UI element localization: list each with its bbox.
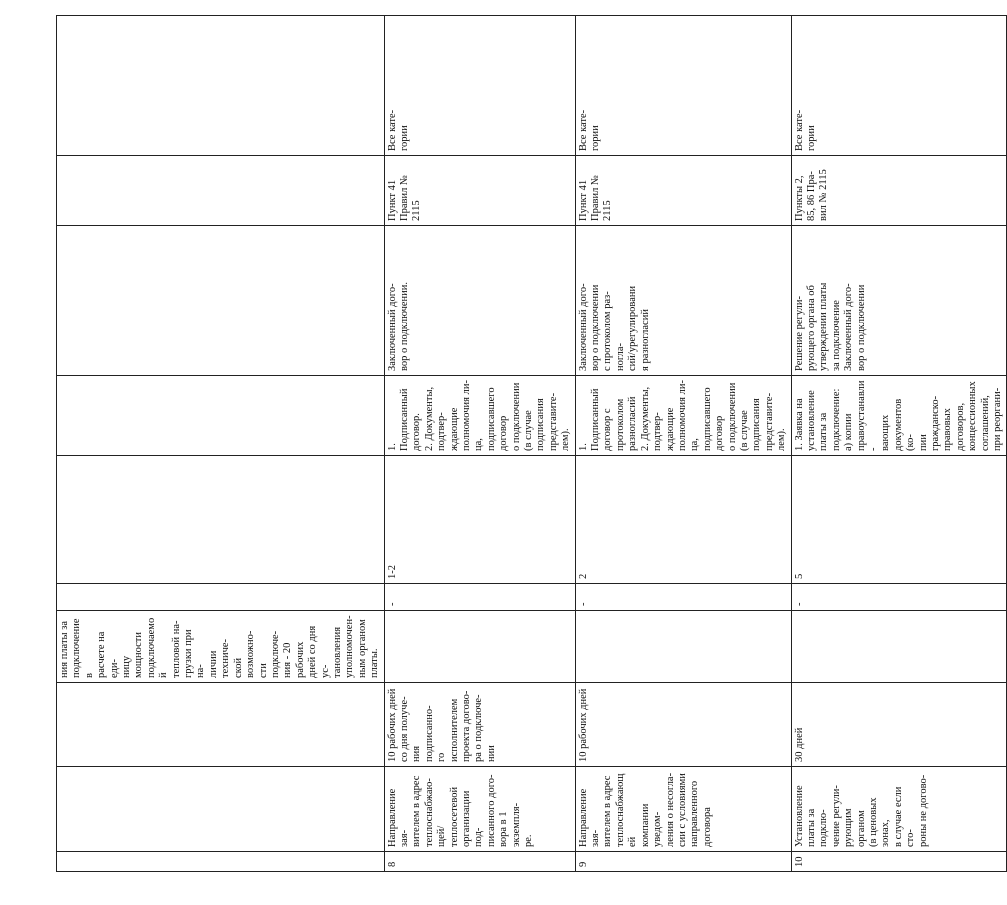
cell-text-line: вил № 2115 [818,169,830,221]
cell-text-line: подписания представите- [751,392,775,451]
cell-text-line: проекта догово- [461,690,472,762]
cell-text-line: с протоколом раз- [602,291,614,371]
cell-text-line: теплоснабжающей [614,773,639,847]
cell-text-line: уполномочен- [344,615,356,678]
table-cell-col7 [384,226,575,376]
cell-text-line: ным органом [356,619,368,678]
cell-text-line: щей/теплосетевой [436,786,460,847]
cell-text-line: Направление зая- [577,788,602,847]
table-cell-col7 [575,226,791,376]
cell-text-line: 10 рабочих дней [577,688,589,762]
cell-text-line: чение регули- [830,785,842,847]
table-cell-col6 [575,376,791,456]
cell-text-line: а) копии правоустанавли- [843,380,879,451]
table-cell-col7 [57,226,385,376]
cell-text-line: направленного [689,780,701,847]
cell-text-line: Пункт 41 Правил № [577,175,602,221]
cell-text-line: договора [701,807,713,847]
cell-text-line: ния подписанно- [411,705,435,762]
cell-text-line: вителем в адрес [411,775,423,847]
cell-text-line: (в ценовых зонах, [868,797,892,847]
cell-text-line: Заключенный дого- [843,283,855,371]
table-cell-col4 [384,584,575,611]
cell-text-line: вора в 1 экземпля- [498,802,522,847]
cell-text-line: пии гражданско-правовых [917,395,954,451]
cell-text-line: вор о подключении [855,284,867,371]
cell-text-line: сии с условиями [676,773,688,847]
cell-text-line: платы. [369,648,381,678]
cell-text-line: гории [805,125,817,151]
cell-text-line: утверждении платы [818,282,830,371]
cell-text-line: го исполнителем [436,698,460,762]
cell-text-line: в случае если сто- [892,786,917,847]
row-number-cell [384,852,575,872]
cell-text-line: 2115 [602,200,614,221]
cell-text: 9 [577,861,589,867]
cell-text-line: Заключенный дого- [577,283,589,371]
cell-text: - [577,602,589,606]
cell-text-line: тановления [331,626,343,678]
table-cell-col5 [57,456,385,584]
table-cell-col6 [384,376,575,456]
cell-text-line: вителем в адрес [602,775,614,847]
table-cell-col8 [57,156,385,226]
cell-text-line: я разногласий [639,309,651,371]
cell-text-line: Заключенный дого- [386,283,398,371]
table-cell-col3 [384,611,575,683]
cell-text-line: ра о подключе- [473,694,485,762]
table-cell-col9 [384,16,575,156]
cell-text-line: 10 рабочих дней [386,688,398,762]
cell-text-line: ца, подписавшего договор [473,387,510,451]
table-cell-col6 [57,376,385,456]
cell-text-line: вор о подключении [590,284,602,371]
cell-text: 1-2 [386,565,398,579]
cell-text-line: ждающие полномочия ли- [448,380,472,451]
cell-text-line: грузки при на- [183,629,207,678]
cell-text: 10 [793,856,805,867]
table-cell-col2 [384,683,575,767]
table-cell-col5 [575,456,791,584]
cell-text-line: подключение в [71,618,95,678]
cell-text-line: личии техниче- [207,638,232,678]
cell-text-line: ния платы за [59,620,70,678]
cell-text-line: 1. Подписанный договор. [386,388,423,451]
cell-text-line: писанного дого- [485,774,497,847]
table-cell-col4 [575,584,791,611]
table-cell-col9 [791,16,1007,156]
table-cell-col8 [791,156,1007,226]
cell-text-line: со дня получе- [398,696,410,762]
cell-text-line: ногла- [614,342,626,371]
cell-text-line: сти подключе- [257,630,281,678]
table-cell-col9 [57,16,385,156]
cell-text: 2 [577,573,589,579]
cell-text-line: 2115 [411,200,423,221]
cell-text-line: компании уведом- [639,803,664,847]
cell-text: - [793,602,805,606]
table-cell-col3 [57,611,385,683]
cell-text-line: соглашений, при реоргани- [979,387,1004,451]
rotated-page [56,16,1004,872]
table-cell-col5 [791,456,1007,584]
cell-text-line: расчете на еди- [96,631,120,678]
table-cell-col7 [791,226,1007,376]
cell-text-line: ца, подписавшего договор [689,387,726,451]
table-cell-col8 [575,156,791,226]
table-cell-col1 [384,767,575,852]
cell-text-line: тепловой на- [170,620,182,678]
cell-text-line: о подключении (в случае [726,382,750,451]
cell-text-line: ния - 20 рабочих [282,641,306,678]
cell-text: - [386,602,398,606]
table-cell-col2 [57,683,385,767]
cell-text-line: вор о подключении. [398,281,410,371]
row-number-cell [791,852,1007,872]
table-cell-col1 [57,767,385,852]
cell-text-line: роны не догово- [917,774,929,847]
cell-text-line: Пункты 2, 85, 86 Пра- [793,171,817,221]
cell-text-line: лем). [560,428,572,451]
cell-text-line: Все кате- [386,109,398,151]
cell-text-line: ницу мощности [121,632,145,678]
table-cell-col4 [791,584,1007,611]
cell-text-line: 1. Подписанный договор с [577,388,614,451]
table-cell-col1 [575,767,791,852]
cell-text-line: 30 дней [793,727,805,762]
cell-text-line: ре. [523,834,535,847]
table-cell-col4 [57,584,385,611]
cell-text-line: ждающие полномочия ли- [664,380,688,451]
cell-text-line: Установление [793,785,805,847]
cell-text-line: протоколом разногласий [614,396,639,451]
table-cell-col9 [575,16,791,156]
cell-text-line: лем). [776,428,788,451]
table-cell-col2 [791,683,1007,767]
table-cell-col8 [384,156,575,226]
cell-text-line: теплоснабжаю- [423,778,435,847]
cell-text: 8 [386,861,398,867]
cell-text-line: Все кате- [577,109,589,151]
table-row [791,16,1007,872]
cell-text-line: платы за подключение: [818,388,842,451]
cell-text-line: подключаемой [145,617,170,678]
cell-text-line: Направление зая- [386,788,410,847]
cell-text-line: гории [398,125,410,151]
table-cell-col5 [384,456,575,584]
table-row [575,16,791,872]
table-cell-col3 [575,611,791,683]
table-row [384,16,575,872]
cell-text-line: ской возможно- [232,630,257,678]
cell-text-line: подписания представите- [535,392,559,451]
cell-text-line: Решение регули- [793,296,805,371]
cell-text-line: ления о несогла- [664,772,676,847]
cell-text-line: Пункт 41 Правил № [386,175,410,221]
cell-text-line: 2. Документы, подтвер- [639,386,664,451]
cell-text-line: организации под- [461,790,485,847]
table-cell-col6 [791,376,1007,456]
cell-text-line: сий/урегулировани [627,285,639,371]
row-number-cell [575,852,791,872]
procedure-table [56,15,1007,872]
cell-text-line: 1. Заявка на установление [793,390,817,451]
cell-text-line: гории [590,125,602,151]
cell-text-line: о подключении (в случае [510,382,535,451]
cell-text-line: вающих документов (ко- [880,398,917,451]
cell-text-line: рующего органа об [805,285,817,371]
cell-text-line: Все кате- [793,109,805,151]
cell-text-line: платы за подклю- [805,808,830,847]
cell-text: 5 [793,573,805,579]
cell-text-line: за подключение [830,300,842,371]
table-cell-col1 [791,767,1007,852]
cell-text-line: дней со дня ус- [307,625,331,678]
cell-text-line: рующим органом [843,808,867,847]
cell-text-line: 2. Документы, подтвер- [423,386,448,451]
table-cell-col2 [575,683,791,767]
table-cell-col3 [791,611,1007,683]
cell-text-line: договоров, концессионных [954,381,979,451]
cell-text-line: нии [485,745,497,762]
table-row [57,16,385,872]
row-number-cell [57,852,385,872]
